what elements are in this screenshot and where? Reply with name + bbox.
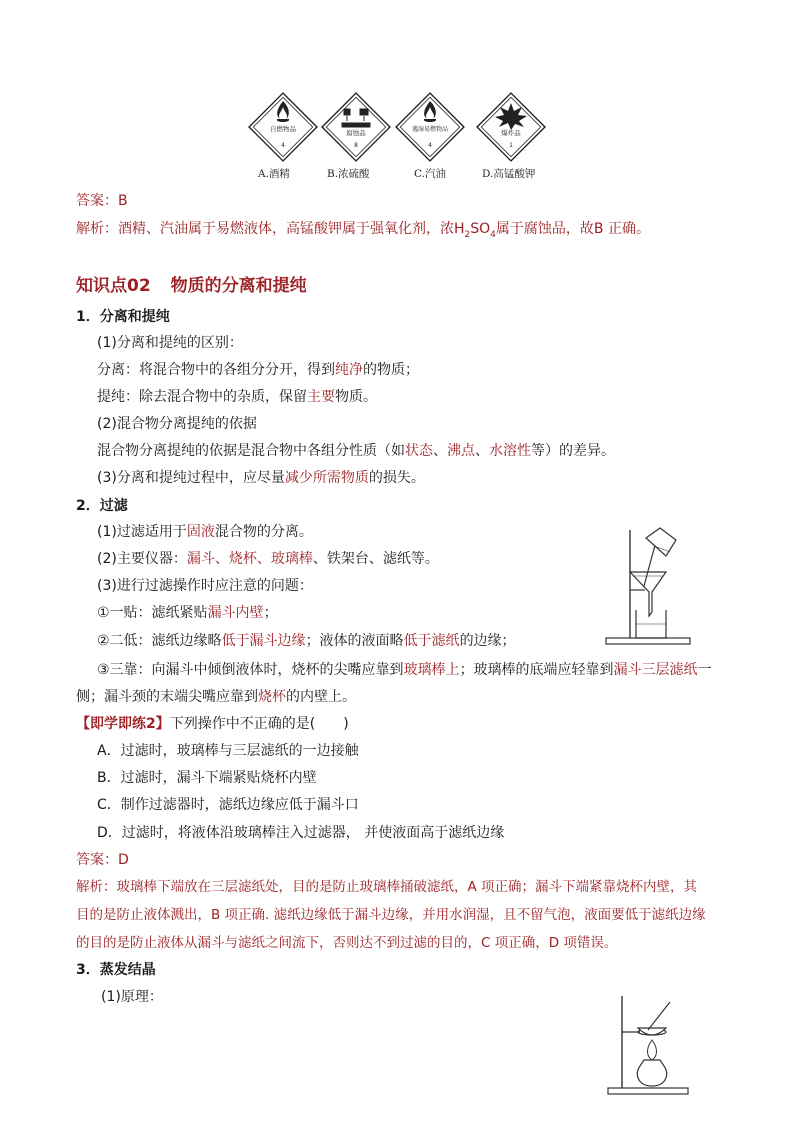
hazard-caption-a: A.酒精 (258, 168, 290, 180)
q1-analysis-part1: 解析：酒精、汽油属于易燃液体，高锰酸钾属于强氧化剂，浓 (76, 221, 454, 237)
q2-question-text: 下列操作中不正确的是( ) (169, 716, 349, 732)
hazard-sign-spontaneous-combustion (249, 93, 317, 161)
q2-option-c: C．制作过滤器时，滤纸边缘应低于漏斗口 (97, 797, 359, 813)
keyword: 主要 (307, 389, 335, 405)
keyword: 减少所需物质 (284, 470, 369, 486)
s2-line-4: ①一贴：滤纸紧贴漏斗内壁； (97, 605, 278, 621)
hazard-sign-label: 遇湿易燃物品 (411, 126, 449, 133)
q2-answer: 答案：D (76, 852, 129, 868)
keyword: 水溶性 (489, 443, 531, 459)
hazard-sign-number: 1 (509, 142, 513, 149)
s1-line-3: 提纯：除去混合物中的杂质，保留主要物质。 (97, 389, 377, 405)
keyword: 固液 (186, 524, 215, 540)
evaporation-apparatus-figure (600, 990, 700, 1100)
s2-line-5: ②二低：滤纸边缘略低于漏斗边缘；液体的液面略低于滤纸的边缘； (97, 633, 516, 649)
s2-line-3: (3)进行过滤操作时应注意的问题： (97, 578, 313, 594)
filtration-apparatus-figure (600, 520, 700, 650)
hazard-sign-label: 自燃物品 (270, 125, 296, 133)
formula-sub-2: 2 (464, 229, 471, 240)
s2-line-2: (2)主要仪器：漏斗、烧杯、玻璃棒、铁架台、滤纸等。 (97, 551, 439, 567)
kp-number: 知识点02 (76, 276, 151, 296)
keyword: 漏斗内壁 (207, 605, 264, 621)
s1-line-5: 混合物分离提纯的依据是混合物中各组分性质（如状态、沸点、水溶性等）的差异。 (97, 443, 615, 459)
formula-h: H (454, 221, 465, 237)
s2-line-1: (1)过滤适用于固液混合物的分离。 (97, 524, 313, 540)
keyword: 低于漏斗边缘 (221, 633, 306, 649)
hazard-sign-corrosive (322, 93, 390, 161)
hazard-sign-label: 腐蚀品 (346, 129, 366, 137)
filtration-apparatus-svg (600, 520, 700, 650)
q1-analysis (76, 219, 650, 245)
hazard-caption-b: B.浓硫酸 (327, 168, 370, 180)
keyword: 玻璃棒上 (403, 662, 460, 678)
hazard-signs-figure (0, 0, 794, 190)
section-1-heading: 1．分离和提纯 (76, 309, 170, 325)
practice-tag: 【即学即练2】 (76, 716, 170, 732)
keyword: 沸点 (447, 443, 475, 459)
q2-analysis-line-1: 解析：玻璃棒下端放在三层滤纸处，目的是防止玻璃棒捅破滤纸，A 项正确；漏斗下端紧靠烧杯内壁，其 (76, 879, 698, 895)
q2-option-d: D．过滤时，将液体沿玻璃棒注入过滤器， 并使液面高于滤纸边缘 (97, 825, 505, 841)
keyword: 漏斗三层滤纸 (613, 662, 698, 678)
keyword: 漏斗、烧杯、玻璃棒 (186, 551, 313, 567)
q1-analysis-part2: 属于腐蚀品，故B 正确。 (495, 221, 650, 237)
section-3-heading: 3．蒸发结晶 (76, 962, 156, 978)
s2-line-6: ③三靠：向漏斗中倾倒液体时，烧杯的尖嘴应靠到玻璃棒上；玻璃棒的底端应轻靠到漏斗三层滤纸一 (97, 662, 712, 678)
hazard-sign-number: 8 (354, 142, 358, 149)
s1-line-1: (1)分离和提纯的区别： (97, 335, 243, 351)
s3-line-1: (1)原理： (101, 989, 163, 1005)
s1-line-6: (3)分离和提纯过程中，应尽量减少所需物质的损失。 (97, 470, 425, 486)
keyword: 纯净 (335, 362, 363, 378)
formula-sub-4: 4 (490, 229, 496, 240)
kp-title-text: 物质的分离和提纯 (170, 276, 307, 296)
hazard-sign-number: 4 (281, 142, 285, 149)
keyword: 状态 (405, 443, 433, 459)
hazard-sign-label: 爆炸品 (501, 129, 521, 137)
q2-option-b: B．过滤时，漏斗下端紧贴烧杯内壁 (97, 770, 317, 786)
s1-line-2: 分离：将混合物中的各组分分开，得到纯净的物质； (97, 362, 419, 378)
hazard-sign-explosive (477, 93, 545, 161)
hazard-caption-d: D.高锰酸钾 (482, 168, 536, 180)
s2-line-7: 侧；漏斗颈的末端尖嘴应靠到烧杯的内壁上。 (76, 689, 356, 705)
hazard-sign-number: 4 (428, 142, 432, 149)
formula-so: SO (470, 221, 491, 237)
knowledge-point-title (76, 271, 307, 296)
q1-answer: 答案：B (76, 193, 128, 209)
q2-analysis-line-2: 目的是防止液体溅出，B 项正确. 滤纸边缘低于漏斗边缘，并用水润湿，且不留气泡，液面要低于滤纸边缘 (76, 907, 706, 923)
q2-question (76, 714, 349, 734)
q2-analysis-line-3: 的目的是防止液体从漏斗与滤纸之间流下，否则达不到过滤的目的，C 项正确，D 项错误。 (76, 935, 618, 951)
evaporation-apparatus-svg (600, 990, 700, 1100)
hazard-caption-c: C.汽油 (414, 168, 446, 180)
keyword: 烧杯 (258, 689, 286, 705)
section-2-heading: 2．过滤 (76, 498, 128, 514)
hazard-signs-svg (0, 0, 794, 190)
q2-option-a: A．过滤时，玻璃棒与三层滤纸的一边接触 (97, 743, 359, 759)
hazard-sign-dangerous-when-wet (396, 93, 464, 161)
s1-line-4: (2)混合物分离提纯的依据 (97, 416, 257, 432)
keyword: 低于滤纸 (403, 633, 460, 649)
